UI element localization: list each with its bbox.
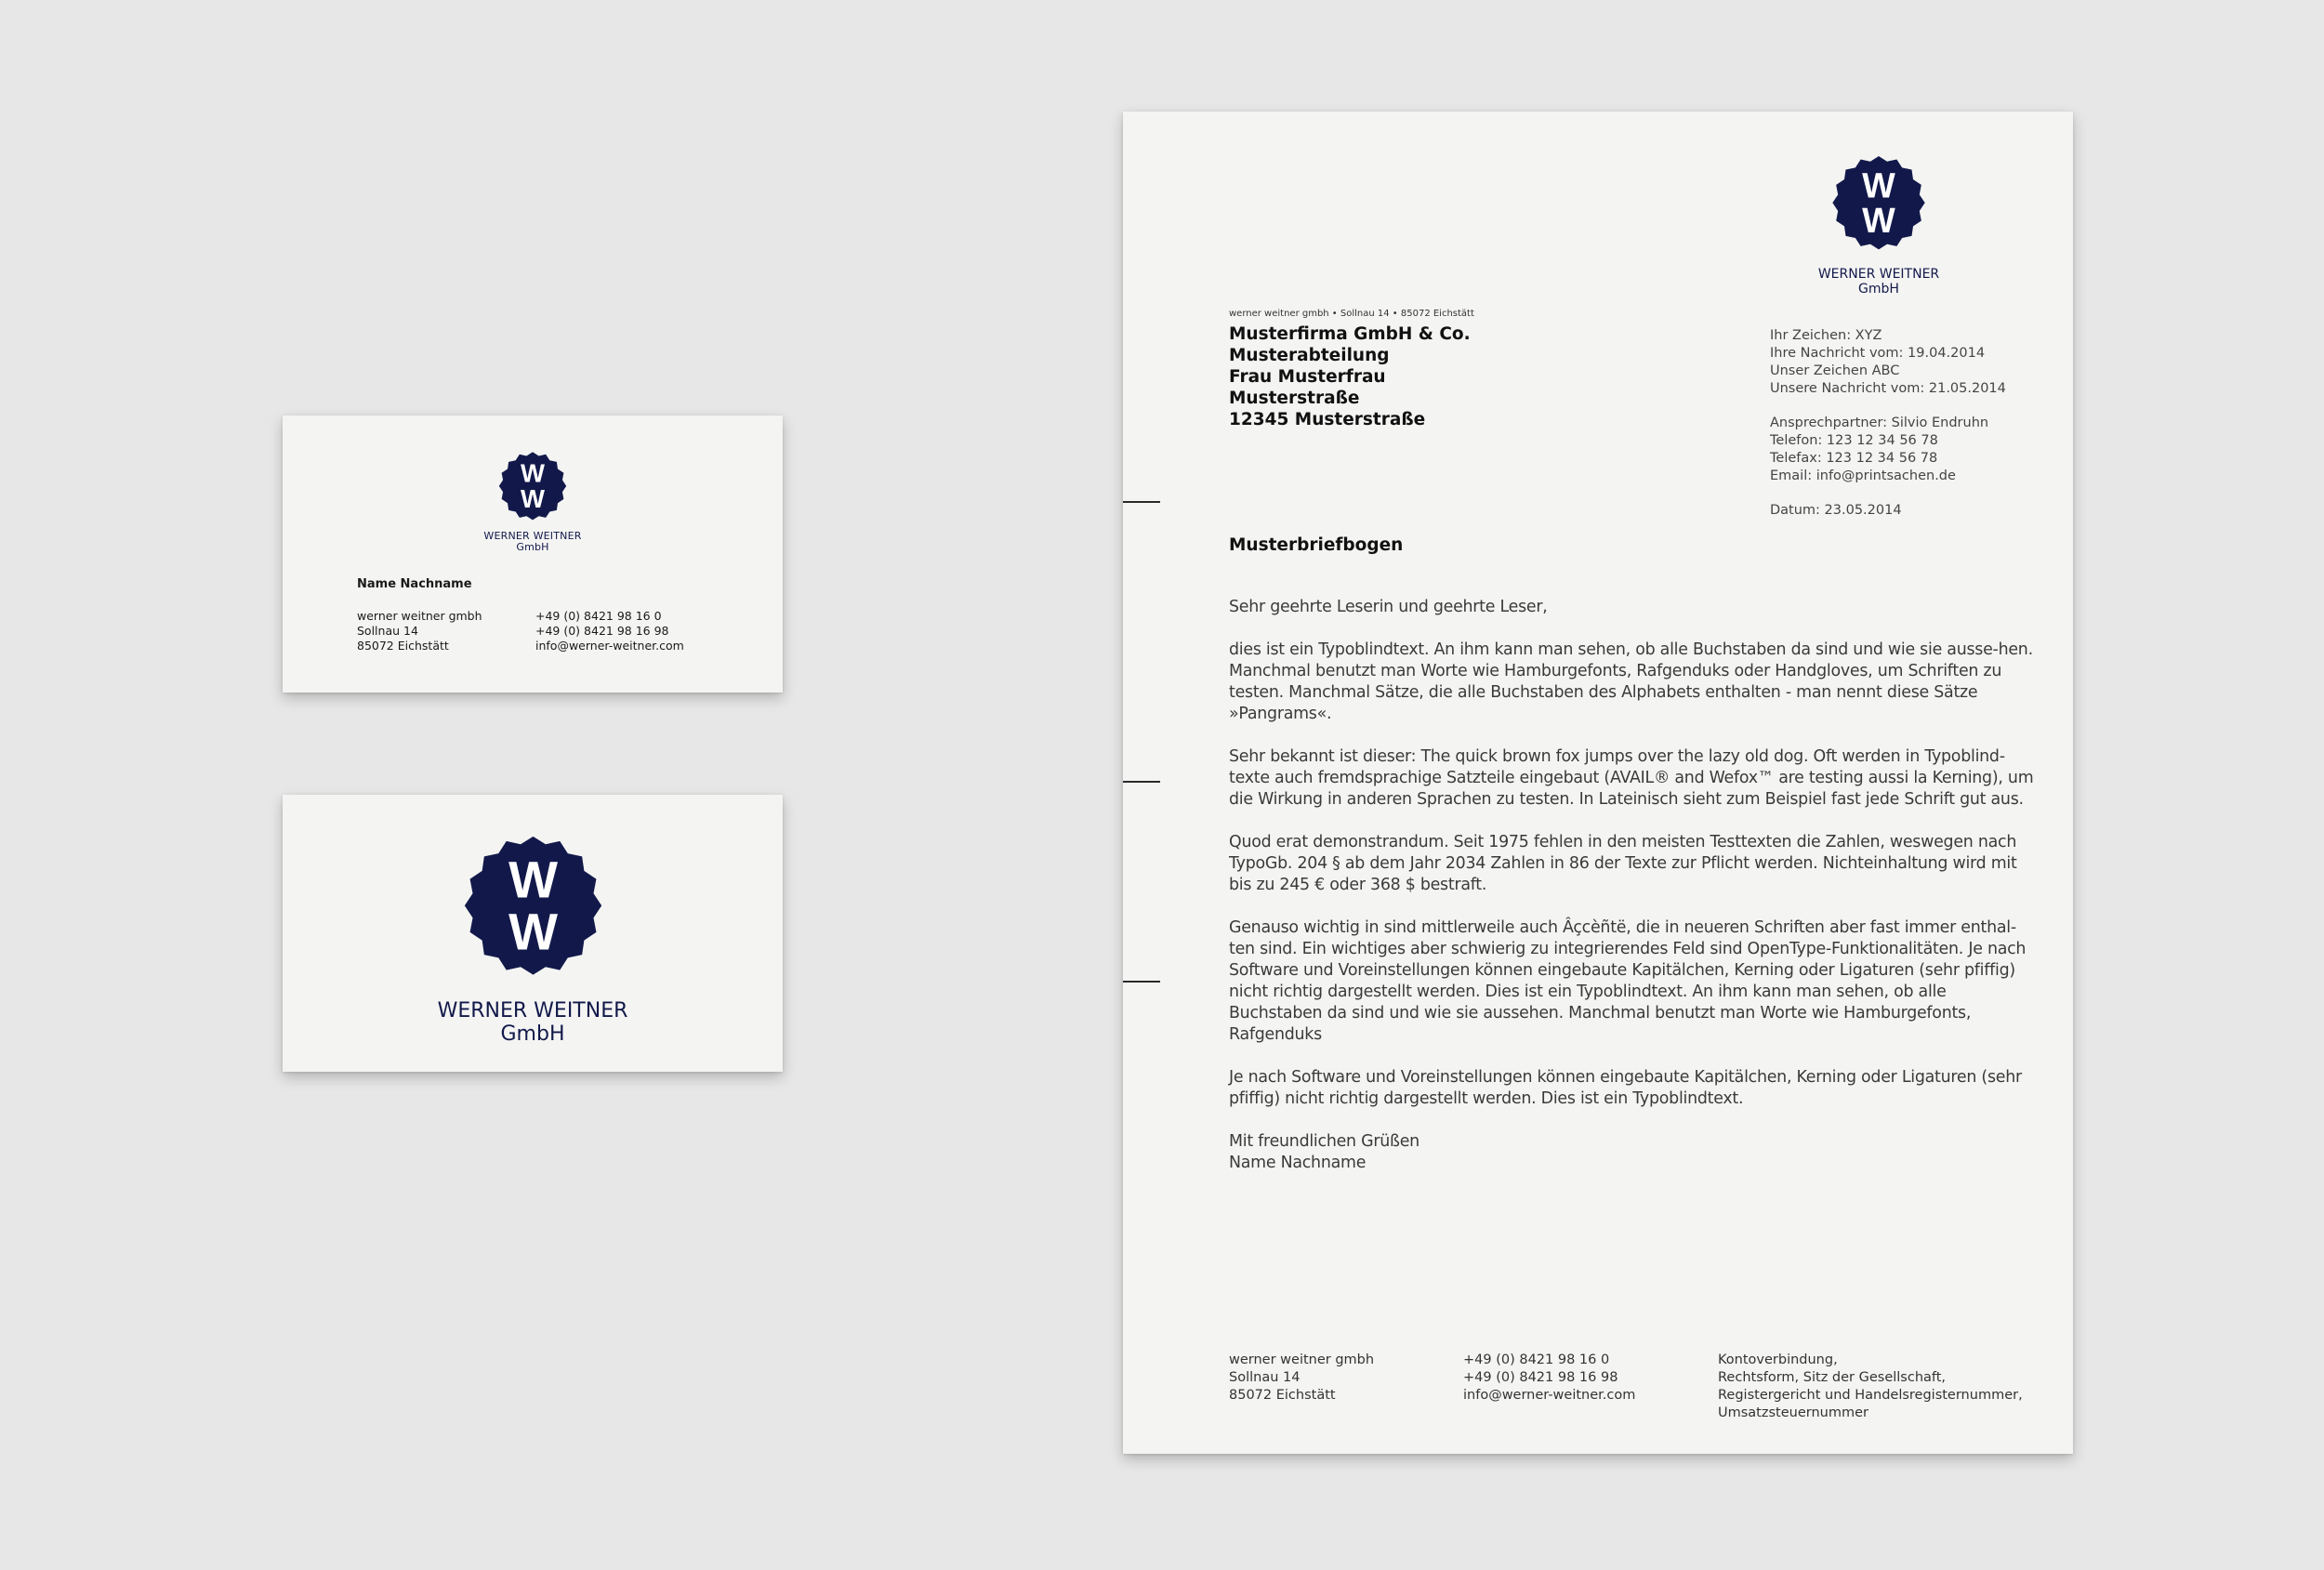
- footer-street: Sollnau 14: [1229, 1370, 1301, 1385]
- recipient-line: Musterfirma GmbH & Co.: [1229, 324, 1471, 344]
- punch-mark: [1123, 781, 1160, 783]
- logo-letter-top: W: [521, 458, 545, 488]
- body-paragraph: Quod erat demonstrandum. Seit 1975 fehlen in den meisten Testtexten die Zahlen, weswegen nach TypoGb. 204 § ab dem Jahr 2034 Zahlen in 86 der Texte zur Pflicht werden. Nichteinhaltung wird mit bis zu 245 € oder 368 $ bestraft.: [1229, 833, 2017, 894]
- unsere-nachricht: Unsere Nachricht vom: 21.05.2014: [1770, 381, 2006, 396]
- card-street: Sollnau 14: [357, 624, 418, 638]
- footer-fax: +49 (0) 8421 98 16 98: [1463, 1370, 1618, 1385]
- telefon: Telefon: 123 12 34 56 78: [1770, 433, 1938, 448]
- footer-phone: +49 (0) 8421 98 16 0: [1463, 1352, 1610, 1367]
- letter-subject: Musterbriefbogen: [1229, 535, 1404, 555]
- footer-legal: [1718, 1352, 2023, 1422]
- brand-line-2: GmbH: [516, 541, 549, 553]
- body-paragraph: Genauso wichtig in sind mittlerweile auch Âçcèñtë, die in neueren Schriften aber fast immer enthal-ten sind. Ein wichtiges aber schwierig zu integrierendes Feld sind OpenType-Funktionalitäten. Je nach Software und Voreinstellungen können eingebaute Kapitälchen, Kerning oder Ligaturen (sehr pfiffig) nicht richtig dargestellt werden. Dies ist ein Typoblindtext. An ihm kann man sehen, ob alle Buchstaben da sind und wie sie aussehen. Manchmal benutzt man Worte wie Hamburgefonts, Rafgenduks: [1229, 918, 2027, 1044]
- card-phone: +49 (0) 8421 98 16 0: [535, 609, 662, 623]
- brand-line-1: WERNER WEITNER: [1817, 267, 1940, 282]
- card-logo: [493, 445, 573, 525]
- body-paragraph: dies ist ein Typoblindtext. An ihm kann man sehen, ob alle Buchstaben da sind und wie sie ausse-hen. Manchmal benutzt man Worte wie Hamburgefonts, Rafgenduks oder Handgloves, um Schriften zu testen. Manchmal Sätze, die alle Buchstaben des Alphabets enthalten - man nennt diese Sätze »Pangrams«.: [1229, 640, 2033, 723]
- brand-line-2: GmbH: [1858, 282, 1899, 297]
- card-fax: +49 (0) 8421 98 16 98: [535, 624, 669, 638]
- unser-zeichen: Unser Zeichen ABC: [1770, 363, 1900, 378]
- business-card-front: [283, 416, 783, 693]
- card-person-name: Name Nachname: [357, 577, 472, 591]
- reference-block: [1770, 327, 2006, 520]
- fold-mark-top: [1123, 501, 1160, 503]
- ihre-nachricht: Ihre Nachricht vom: 19.04.2014: [1770, 346, 1986, 361]
- letter-body: [1229, 597, 2038, 1174]
- recipient-line: Musterstraße: [1229, 389, 1360, 408]
- logo-letter-top: W: [508, 850, 558, 909]
- footer-legal-line: Registergericht und Handelsregisternummer,: [1718, 1388, 2023, 1403]
- ww-logo-badge: [1824, 147, 1934, 257]
- card-email: info@werner-weitner.com: [535, 639, 684, 653]
- letter-brand-name: [1786, 267, 1972, 297]
- brand-line-1: WERNER WEITNER: [483, 530, 582, 542]
- salutation: Sehr geehrte Leserin und geehrte Leser,: [1229, 598, 1548, 616]
- footer-contact: [1463, 1352, 1635, 1405]
- card-city: 85072 Eichstätt: [357, 639, 449, 653]
- card-contact: [535, 609, 684, 653]
- logo-letter-top: W: [1862, 165, 1895, 205]
- letterhead-sheet: [1123, 112, 2073, 1454]
- footer-company: werner weitner gmbh: [1229, 1352, 1375, 1367]
- fold-mark-bottom: [1123, 981, 1160, 983]
- recipient-line: 12345 Musterstraße: [1229, 410, 1426, 429]
- business-card-back: [283, 795, 783, 1072]
- footer-city: 85072 Eichstätt: [1229, 1388, 1336, 1403]
- footer-legal-line: Rechtsform, Sitz der Gesellschaft,: [1718, 1370, 1947, 1385]
- logo-letter-bottom: W: [508, 902, 558, 961]
- email: Email: info@printsachen.de: [1770, 468, 1956, 483]
- card-brand-name: [441, 531, 625, 553]
- brand-line-2: GmbH: [500, 1022, 565, 1046]
- logo-letter-bottom: W: [1862, 201, 1895, 241]
- recipient-line: Frau Musterfrau: [1229, 367, 1386, 387]
- closing: Mit freundlichen Grüßen: [1229, 1132, 1419, 1151]
- footer-legal-line: Umsatzsteuernummer: [1718, 1405, 1868, 1420]
- letter-logo: [1824, 147, 1934, 257]
- datum: Datum: 23.05.2014: [1770, 503, 1902, 518]
- card-back-brand-name: [385, 999, 680, 1046]
- telefax: Telefax: 123 12 34 56 78: [1770, 451, 1938, 466]
- sender-return-line: werner weitner gmbh • Sollnau 14 • 85072 Eichstätt: [1229, 309, 1474, 319]
- signature-name: Name Nachname: [1229, 1154, 1367, 1172]
- recipient-line: Musterabteilung: [1229, 346, 1390, 365]
- card-company: werner weitner gmbh: [357, 609, 482, 623]
- ansprechpartner: Ansprechpartner: Silvio Endruhn: [1770, 416, 1989, 430]
- body-paragraph: Sehr bekannt ist dieser: The quick brown fox jumps over the lazy old dog. Oft werden in Typoblind-texte auch fremdsprachige Satzteile eingebaut (AVAIL® and Wefox™ are testing aussi la Kerning), um die Wirkung in anderen Sprachen zu testen. In Lateinisch sieht zum Beispiel fast jede Schrift gut aus.: [1229, 747, 2034, 809]
- brand-line-1: WERNER WEITNER: [437, 999, 628, 1022]
- card-back-logo: [452, 823, 614, 985]
- logo-letter-bottom: W: [521, 484, 545, 514]
- ww-logo-badge-large: [452, 823, 614, 985]
- footer-address: [1229, 1352, 1374, 1405]
- footer-email: info@werner-weitner.com: [1463, 1388, 1636, 1403]
- body-paragraph: Je nach Software und Voreinstellungen können eingebaute Kapitälchen, Kerning oder Ligaturen (sehr pfiffig) nicht richtig dargestellt werden. Dies ist ein Typoblindtext.: [1229, 1068, 2022, 1108]
- ww-logo-badge: [493, 445, 573, 525]
- ihr-zeichen: Ihr Zeichen: XYZ: [1770, 328, 1882, 343]
- recipient-address: [1229, 323, 1471, 430]
- card-address: [357, 609, 482, 653]
- footer-legal-line: Kontoverbindung,: [1718, 1352, 1838, 1367]
